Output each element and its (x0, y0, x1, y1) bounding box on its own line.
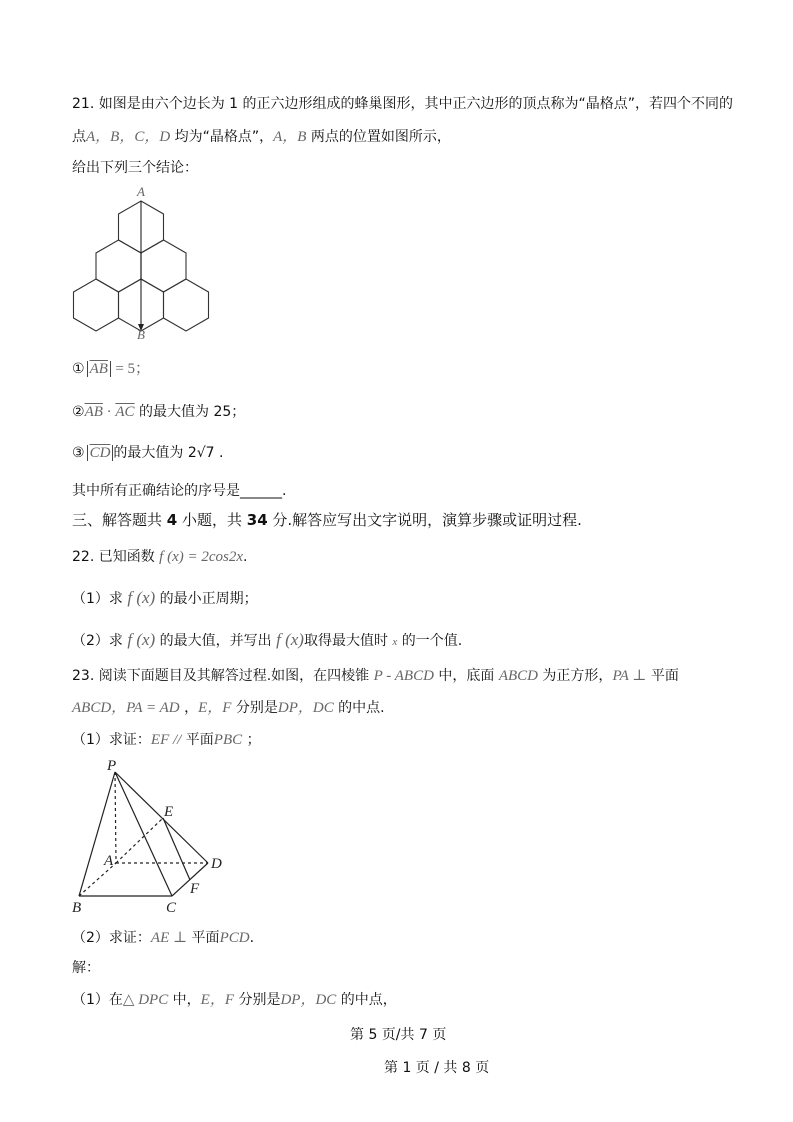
label-b: B (137, 327, 145, 342)
q22-part2 (72, 630, 462, 652)
math-x: x (392, 636, 398, 648)
math-points: A，B，C，D (86, 129, 171, 145)
q22-stem (72, 547, 247, 567)
math: △ DPC (122, 992, 169, 1008)
text: （2）求 (72, 633, 128, 649)
q21-line1: 21. 如图是由六个边长为 1 的正六边形组成的蜂巢图形，其中正六边形的顶点称为“晶格点”，若四个不同的 (72, 96, 734, 112)
math: PCD (219, 930, 250, 946)
label-d: D (211, 856, 222, 872)
conclusion-2 (72, 402, 245, 422)
q22-part1 (72, 588, 258, 609)
math: E，F (200, 992, 234, 1008)
text: （1）求 (72, 591, 128, 607)
solution-step1 (72, 990, 397, 1010)
text: . (249, 930, 255, 946)
text: 平面 (187, 930, 220, 946)
text: （1）在 (72, 992, 123, 1008)
q21-line2 (72, 127, 451, 147)
text: 平面 (646, 668, 679, 684)
text: ； (242, 732, 261, 748)
math: PBC (213, 732, 243, 748)
text: 的最小正周期； (155, 591, 258, 607)
hexagon (74, 279, 119, 331)
math-func: f (x) = 2cos2x (159, 549, 244, 565)
text: 22. 已知函数 (72, 549, 160, 565)
text: 中， (168, 992, 201, 1008)
math: P - ABCD (373, 668, 434, 684)
text: 的最大值，并写出 (155, 633, 277, 649)
text: 小题，共 (177, 511, 247, 529)
vector-ac: $\overline{AC}$ (115, 404, 135, 420)
label-b: B (72, 900, 82, 916)
math: AE ⊥ (150, 930, 188, 946)
text: 为正方形， (537, 668, 613, 684)
hexagon (164, 279, 209, 331)
count: 4 (166, 511, 178, 529)
segment-ef (163, 818, 190, 880)
section-3-heading (72, 510, 582, 530)
math: ABCD，PA = AD (72, 700, 180, 716)
mark: ② (72, 404, 85, 420)
mark: ③ (72, 445, 85, 461)
q23-line2 (72, 698, 385, 718)
text: （1）求证： (72, 732, 151, 748)
text: 的最大值为 2√7 . (113, 445, 224, 461)
q21-line3: 给出下列三个结论： (72, 160, 198, 176)
text: 的一个值. (397, 633, 463, 649)
pyramid-figure (60, 755, 230, 920)
math: E，F (198, 700, 232, 716)
mark: ① (72, 361, 85, 377)
text: 三、解答题共 (72, 511, 167, 529)
text: 的最大值为 25； (134, 404, 246, 420)
text: 中，底面 (433, 668, 499, 684)
math-fx: f (x) (127, 630, 156, 649)
vector-ab: $\overline{AB}$ (84, 404, 103, 420)
dot: · (102, 404, 116, 420)
vector-ab: $\overline{AB}$ (89, 361, 108, 377)
math-ab: A，B (273, 129, 307, 145)
text: = 5； (115, 361, 151, 377)
q23-part2 (72, 928, 254, 948)
honeycomb-figure (60, 180, 230, 350)
page-number: 第 1 页 / 共 8 页 (384, 1060, 490, 1076)
edge-pd (115, 772, 208, 863)
math: DP，DC (280, 992, 337, 1008)
text: 平面 (181, 732, 214, 748)
math-fx: f (x) (276, 630, 304, 649)
text: 的中点. (333, 700, 385, 716)
text: 分别是 (234, 992, 281, 1008)
conclusion-1 (72, 359, 150, 379)
label-a: A (104, 853, 114, 869)
edge-pb (79, 772, 115, 896)
label-e: E (164, 804, 174, 820)
text: . (243, 549, 248, 565)
solution-label: 解： (72, 960, 100, 976)
math: PA ⊥ (612, 668, 647, 684)
text: 分别是 (231, 700, 278, 716)
conclusion-3 (72, 443, 224, 463)
text: 分.解答应写出文字说明，演算步骤或证明过程. (267, 511, 582, 529)
points: 34 (246, 511, 268, 529)
hexagon (141, 240, 186, 292)
edge-pa (115, 772, 116, 863)
math: DP，DC (277, 700, 334, 716)
text: （2）求证： (72, 930, 151, 946)
edge-pc (115, 772, 172, 896)
label-f: F (190, 881, 200, 897)
text: ， (179, 700, 199, 716)
math: ABCD (498, 668, 538, 684)
hexagon (96, 240, 141, 292)
text: 取得最大值时 (303, 633, 393, 649)
inner-page-number: 第 5 页/共 7 页 (350, 1027, 447, 1043)
q23-part1 (72, 730, 261, 750)
label-p: P (107, 758, 117, 774)
math-fx: f (x) (127, 588, 156, 607)
q21-ask: 其中所有正确结论的序号是______. (72, 483, 287, 499)
vector-cd: $\overline{CD}$ (89, 445, 111, 461)
label-a: A (137, 184, 145, 199)
text: 两点的位置如图所示， (306, 129, 451, 145)
label-c: C (166, 900, 177, 916)
math: EF // (150, 732, 182, 748)
text: 点 (72, 129, 86, 145)
text: 23. 阅读下面题目及其解答过程.如图，在四棱锥 (72, 668, 374, 684)
q23-line1 (72, 666, 679, 686)
text: 的中点， (336, 992, 397, 1008)
text: 均为“晶格点”， (170, 129, 274, 145)
